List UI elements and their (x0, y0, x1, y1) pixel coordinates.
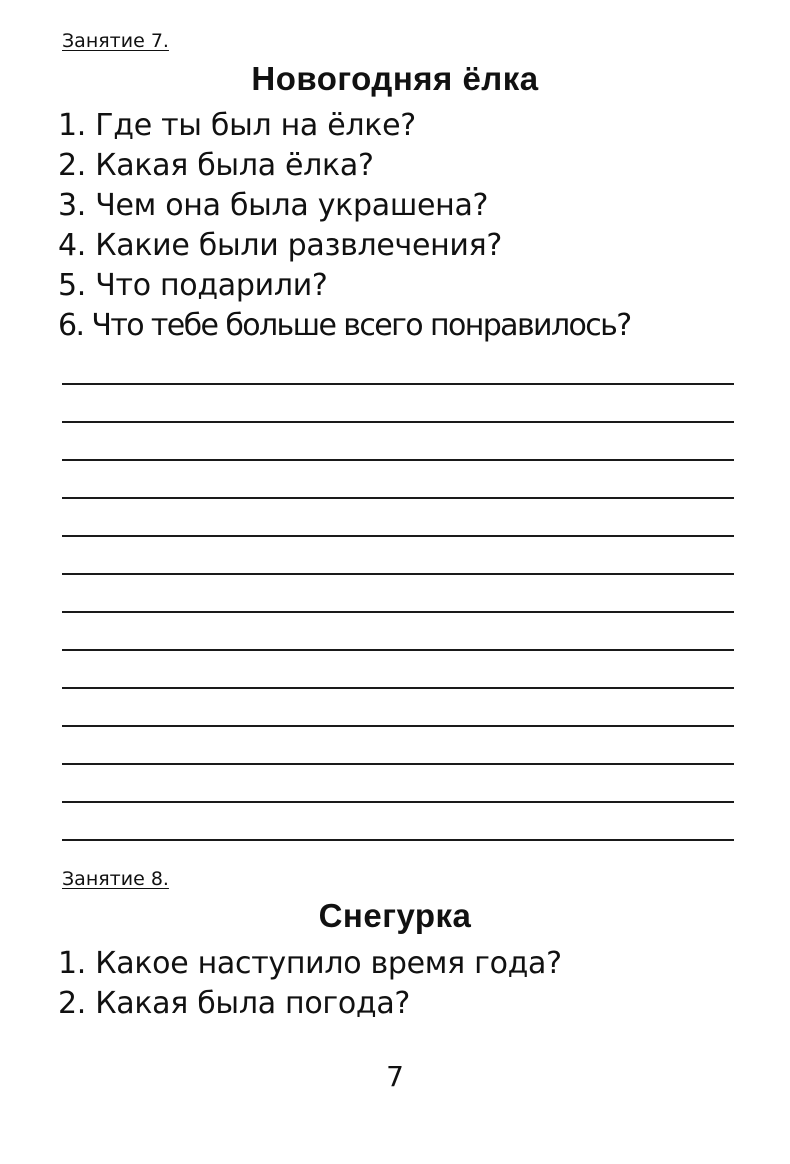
answer-writing-lines (62, 383, 734, 877)
lesson-8-title: Снегурка (318, 897, 472, 934)
question-item: 5. Что подарили? (58, 268, 328, 303)
writing-line (62, 383, 734, 385)
writing-line (62, 611, 734, 613)
lesson-7-label: Занятие 7. (62, 30, 169, 52)
writing-line (62, 459, 734, 461)
question-item: 2. Какая была ёлка? (58, 148, 374, 183)
page-number: 7 (386, 1060, 404, 1093)
lesson-8-label: Занятие 8. (62, 868, 169, 890)
writing-line (62, 839, 734, 841)
question-item: 1. Какое наступило время года? (58, 946, 562, 981)
lesson-7-title: Новогодняя ёлка (251, 60, 539, 97)
lesson-8-questions (58, 944, 562, 1024)
writing-line (62, 497, 734, 499)
lesson-7-questions (58, 106, 631, 346)
question-item: 6. Что тебе больше всего понравилось? (58, 308, 631, 343)
writing-line (62, 421, 734, 423)
writing-line (62, 725, 734, 727)
question-item: 1. Где ты был на ёлке? (58, 108, 416, 143)
writing-line (62, 687, 734, 689)
writing-line (62, 649, 734, 651)
question-item: 2. Какая была погода? (58, 986, 411, 1021)
writing-line (62, 535, 734, 537)
writing-line (62, 763, 734, 765)
question-item: 4. Какие были развлечения? (58, 228, 503, 263)
writing-line (62, 573, 734, 575)
question-item: 3. Чем она была украшена? (58, 188, 489, 223)
writing-line (62, 801, 734, 803)
